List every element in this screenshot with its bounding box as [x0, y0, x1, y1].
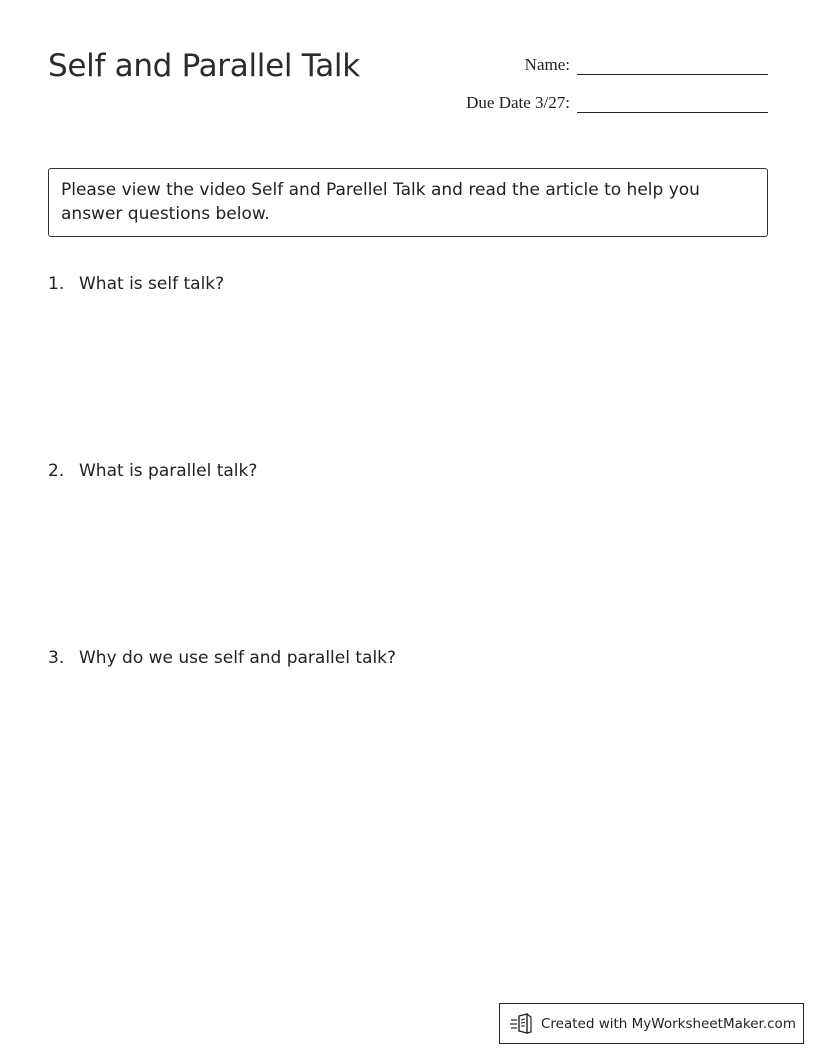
due-date-blank-line: [577, 90, 768, 113]
question-number: 3.: [48, 648, 65, 668]
page-title: Self and Parallel Talk: [48, 48, 360, 84]
question-text: Why do we use self and parallel talk?: [79, 648, 397, 668]
instructions-box: Please view the video Self and Parellel Talk and read the article to help you answer questions below.: [48, 168, 768, 237]
name-blank-line: [577, 52, 768, 75]
due-date-field: [466, 90, 768, 113]
question-1: [48, 274, 224, 294]
name-label: Name:: [524, 55, 570, 74]
question-2: [48, 461, 257, 481]
question-text: What is self talk?: [79, 274, 225, 294]
question-3: [48, 648, 396, 668]
question-number: 2.: [48, 461, 65, 481]
question-text: What is parallel talk?: [79, 461, 258, 481]
due-date-label: Due Date 3/27:: [466, 93, 570, 112]
footer-credit-text: Created with MyWorksheetMaker.com: [541, 1015, 796, 1032]
footer-credit-badge: [499, 1003, 804, 1044]
name-field: [525, 52, 768, 75]
question-number: 1.: [48, 274, 65, 294]
worksheet-maker-logo-icon: [510, 1013, 534, 1035]
